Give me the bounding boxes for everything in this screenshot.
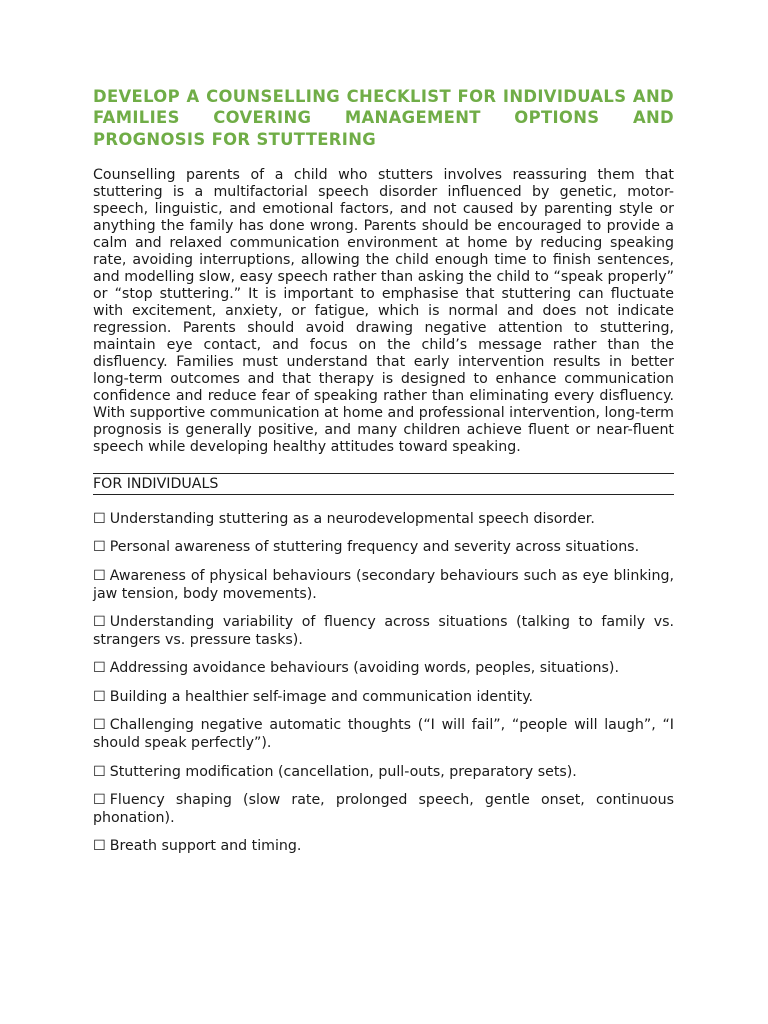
checkbox-icon: ☐	[93, 510, 106, 527]
checklist-item	[93, 837, 674, 855]
checklist-item	[93, 688, 674, 706]
checklist-item-text: Understanding variability of fluency across situations (talking to family vs. strangers vs. pressure tasks).	[93, 614, 674, 649]
checklist-item	[93, 659, 674, 677]
checkbox-icon: ☐	[93, 567, 106, 584]
checkbox-icon: ☐	[93, 688, 106, 705]
checklist-item-text: Stuttering modification (cancellation, pull-outs, preparatory sets).	[109, 763, 577, 780]
checkbox-icon: ☐	[93, 539, 106, 556]
individuals-checklist	[93, 510, 674, 856]
intro-paragraph: Counselling parents of a child who stutters involves reassuring them that stuttering is a multifactorial speech disorder influenced by genetic, motor-speech, linguistic, and emotional factors, and not caused by parenting style or anything the family has done wrong. Parents should be encouraged to provide a calm and relaxed communication environment at home by reducing speaking rate, avoiding interruptions, allowing the child enough time to finish sentences, and modelling slow, easy speech rather than asking the child to “speak properly” or “stop stuttering.” It is important to emphasise that stuttering can fluctuate with excitement, anxiety, or fatigue, which is normal and does not indicate regression. Parents should avoid drawing negative attention to stuttering, maintain eye contact, and focus on the child’s message rather than the disfluency. Families must understand that early intervention results in better long-term outcomes and that therapy is designed to enhance communication confidence and reduce fear of speaking rather than eliminating every disfluency. With supportive communication at home and professional intervention, long-term prognosis is generally positive, and many children achieve fluent or near-fluent speech while developing healthy attitudes toward speaking.	[93, 166, 674, 455]
checklist-item-text: Addressing avoidance behaviours (avoiding words, peoples, situations).	[109, 660, 619, 677]
checkbox-icon: ☐	[93, 763, 106, 780]
checkbox-icon: ☐	[93, 792, 106, 809]
checkbox-icon: ☐	[93, 614, 106, 631]
checklist-item-text: Breath support and timing.	[109, 838, 302, 855]
checklist-item	[93, 510, 674, 528]
checkbox-icon: ☐	[93, 717, 106, 734]
checklist-item-text: Understanding stuttering as a neurodevelopmental speech disorder.	[109, 510, 595, 527]
checklist-item	[93, 538, 674, 556]
checklist-item	[93, 567, 674, 603]
checkbox-icon: ☐	[93, 660, 106, 677]
checklist-item-text: Building a healthier self-image and communication identity.	[109, 688, 534, 705]
document-body	[93, 86, 674, 866]
checklist-item-text: Awareness of physical behaviours (secondary behaviours such as eye blinking, jaw tension, body movements).	[93, 567, 674, 602]
checklist-item	[93, 763, 674, 781]
checklist-item	[93, 716, 674, 752]
checkbox-icon: ☐	[93, 838, 106, 855]
checklist-item-text: Fluency shaping (slow rate, prolonged speech, gentle onset, continuous phonation).	[93, 792, 674, 827]
checklist-item	[93, 791, 674, 827]
document-title: DEVELOP A COUNSELLING CHECKLIST FOR INDIVIDUALS AND FAMILIES COVERING MANAGEMENT OPTIONS AND PROGNOSIS FOR STUTTERING	[93, 87, 674, 149]
section-header-individuals: FOR INDIVIDUALS	[93, 473, 674, 495]
checklist-item-text: Challenging negative automatic thoughts (“I will fail”, “people will laugh”, “I should speak perfectly”).	[93, 717, 674, 752]
checklist-item-text: Personal awareness of stuttering frequency and severity across situations.	[109, 539, 640, 556]
checklist-item	[93, 613, 674, 649]
